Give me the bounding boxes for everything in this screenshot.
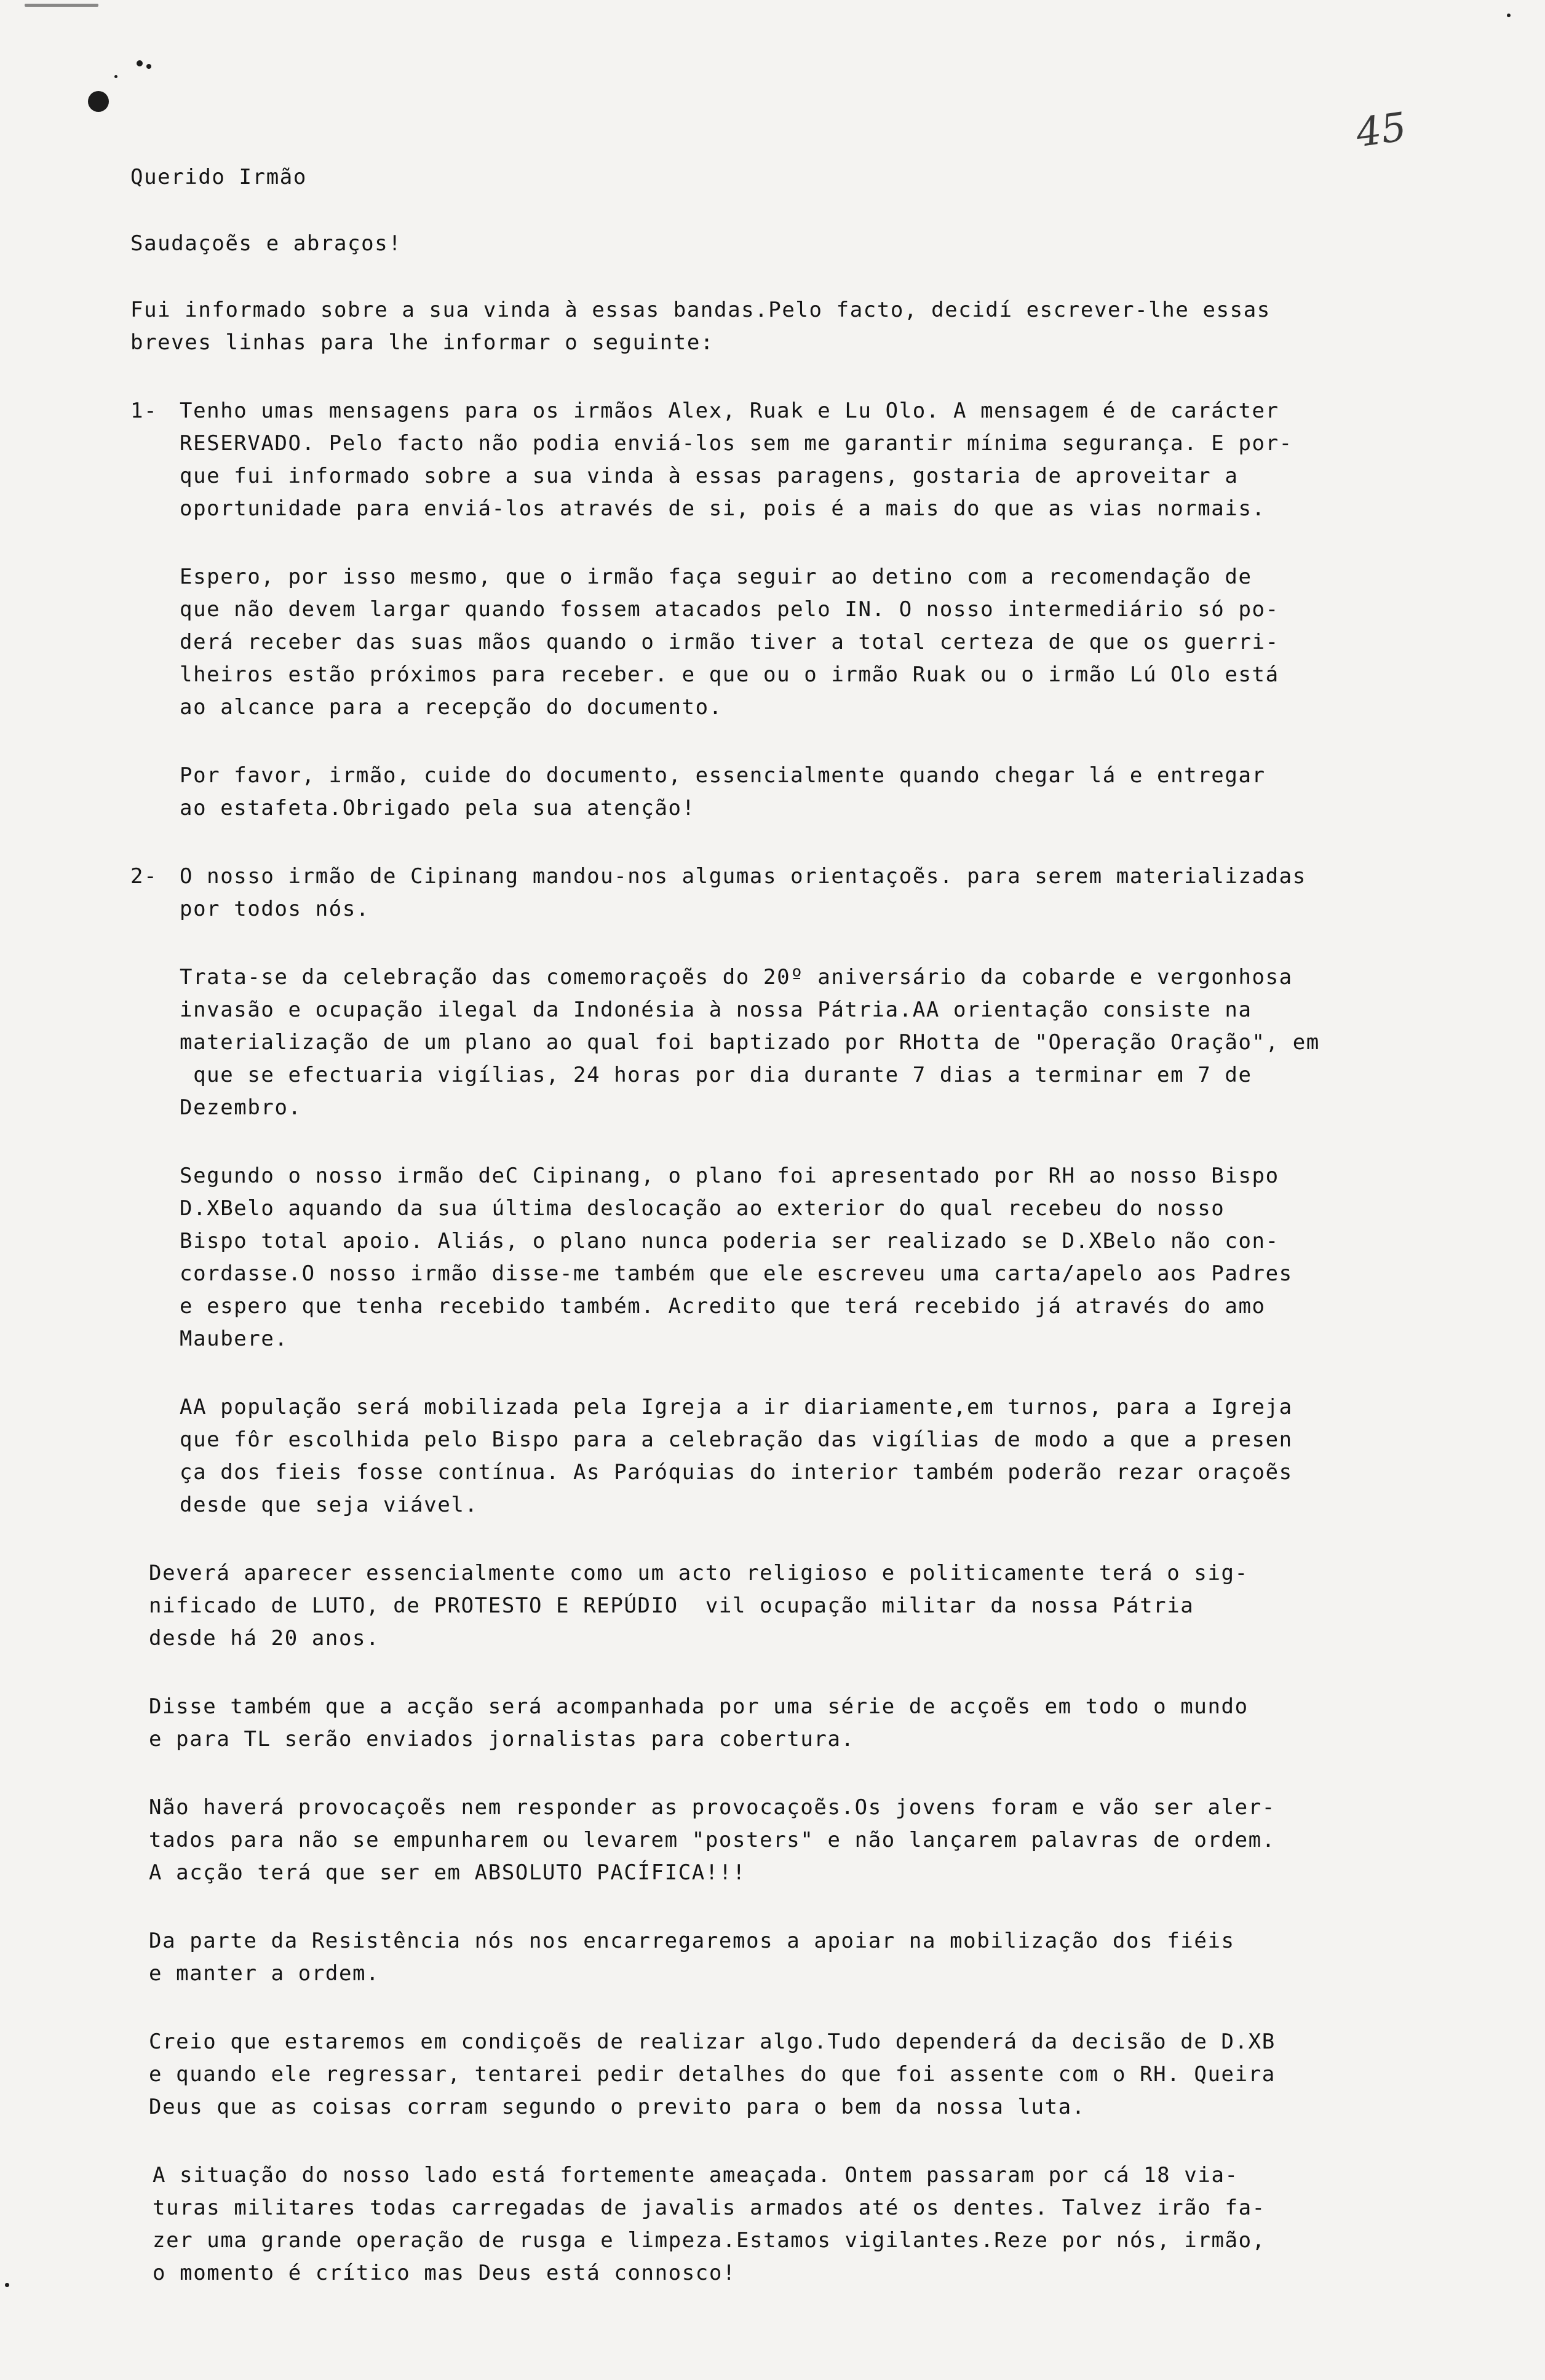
text-line: por todos nós. bbox=[180, 897, 370, 921]
text-line: AA população será mobilizada pela Igreja a ir diariamente,em turnos, para a Igreja bbox=[180, 1395, 1293, 1419]
text-line: lheiros estão próximos para receber. e que ou o irmão Ruak ou o irmão Lú Olo está bbox=[180, 662, 1279, 687]
item-2-paragraph-4 bbox=[130, 1391, 1434, 1521]
text-line: O nosso irmão de Cipinang mandou-nos algumas orientaçoẽs. para serem materializadas bbox=[180, 864, 1306, 889]
text-line: Da parte da Resistência nós nos encarregaremos a apoiar na mobilização dos fiéis bbox=[149, 1929, 1235, 1953]
text-line: Deverá aparecer essencialmente como um acto religioso e politicamente terá o sig- bbox=[149, 1561, 1249, 1585]
text-line: D.XBelo aquando da sua última deslocação ao exterior do qual recebeu do nosso bbox=[180, 1196, 1225, 1221]
text-line: ao estafeta.Obrigado pela sua atenção! bbox=[180, 796, 696, 820]
text-line: Fui informado sobre a sua vinda à essas bandas.Pelo facto, decidí escrever-lhe essas bbox=[130, 298, 1271, 322]
text-line: Creio que estaremos em condiçoẽs de realizar algo.Tudo dependerá da decisão de D.XB bbox=[149, 2029, 1276, 2054]
text-line: ça dos fieis fosse contínua. As Paróquias do interior também poderão rezar oraçoẽs bbox=[180, 1460, 1293, 1485]
letter-body bbox=[130, 161, 1434, 2290]
text-line: zer uma grande operação de rusga e limpeza.Estamos vigilantes.Reze por nós, irmão, bbox=[153, 2228, 1266, 2253]
text-line: A situação do nosso lado está fortemente ameaçada. Ontem passaram por cá 18 via- bbox=[153, 2163, 1239, 2188]
text-line: Dezembro. bbox=[180, 1095, 302, 1120]
text-line: Disse também que a acção será acompanhada por uma série de acçoẽs em todo o mundo bbox=[149, 1694, 1249, 1719]
intro-paragraph bbox=[130, 294, 1434, 359]
item-1-marker: 1- bbox=[130, 399, 158, 423]
paragraph-resistencia bbox=[130, 1925, 1434, 1990]
paragraph-provocacoes bbox=[130, 1791, 1434, 1889]
text-line: turas militares todas carregadas de javalis armados até os dentes. Talvez irão fa- bbox=[153, 2196, 1266, 2220]
text-line: Maubere. bbox=[180, 1327, 288, 1351]
text-line: A acção terá que ser em ABSOLUTO PACÍFICA!!! bbox=[149, 1860, 747, 1885]
text-line: que fui informado sobre a sua vinda à essas paragens, gostaria de aproveitar a bbox=[180, 464, 1239, 488]
text-line: ao alcance para a recepção do documento. bbox=[180, 695, 723, 720]
text-line: Tenho umas mensagens para os irmãos Alex, Ruak e Lu Olo. A mensagem é de carácter bbox=[180, 399, 1279, 423]
item-2-paragraph-2 bbox=[130, 961, 1434, 1124]
text-line: o momento é crítico mas Deus está connosco! bbox=[153, 2261, 736, 2285]
paragraph-creio bbox=[130, 2026, 1434, 2124]
text-line: e para TL serão enviados jornalistas para cobertura. bbox=[149, 1727, 855, 1751]
text-line: Trata-se da celebração das comemoraçoẽs do 20º aniversário da cobarde e vergonhosa bbox=[180, 965, 1293, 990]
text-line: oportunidade para enviá-los através de si, pois é a mais do que as vias normais. bbox=[180, 496, 1266, 521]
item-1 bbox=[130, 395, 1434, 525]
item-2-marker: 2- bbox=[130, 864, 158, 889]
text-line: nificado de LUTO, de PROTESTO E REPÚDIO vil ocupação militar da nossa Pátria bbox=[149, 1593, 1194, 1618]
text-line: que fôr escolhida pelo Bispo para a celebração das vigílias de modo a que a presen bbox=[180, 1427, 1293, 1452]
text-line: Não haverá provocaçoẽs nem responder as provocaçoẽs.Os jovens foram e vão ser aler- bbox=[149, 1795, 1276, 1820]
text-line: e espero que tenha recebido também. Acredito que terá recebido já através do amo bbox=[180, 1294, 1266, 1319]
text-line: tados para não se empunharem ou levarem "posters" e não lançarem palavras de ordem. bbox=[149, 1828, 1276, 1852]
text-line: materialização de um plano ao qual foi baptizado por RHotta de "Operação Oração", em bbox=[180, 1030, 1320, 1055]
text-line: e quando ele regressar, tentarei pedir detalhes do que foi assente com o RH. Queira bbox=[149, 2062, 1276, 2087]
item-1-paragraph-3 bbox=[130, 760, 1434, 825]
paragraph-situacao bbox=[130, 2159, 1434, 2290]
text-line: invasão e ocupação ilegal da Indonésia à nossa Pátria.AA orientação consiste na bbox=[180, 998, 1252, 1022]
text-line: cordasse.O nosso irmão disse-me também que ele escreveu uma carta/apelo aos Padres bbox=[180, 1261, 1293, 1286]
text-line: que não devem largar quando fossem atacados pelo IN. O nosso intermediário só po- bbox=[180, 597, 1279, 622]
greeting: Saudaçoẽs e abraços! bbox=[130, 231, 402, 256]
item-1-paragraph-2 bbox=[130, 561, 1434, 724]
text-line: derá receber das suas mãos quando o irmão tiver a total certeza de que os guerri- bbox=[180, 630, 1279, 654]
text-line: RESERVADO. Pelo facto não podia enviá-los sem me garantir mínima segurança. E por- bbox=[180, 431, 1293, 456]
text-line: e manter a ordem. bbox=[149, 1961, 380, 1986]
text-line: Segundo o nosso irmão deC Cipinang, o plano foi apresentado por RH ao nosso Bispo bbox=[180, 1164, 1279, 1188]
item-2 bbox=[130, 860, 1434, 926]
text-line: Bispo total apoio. Aliás, o plano nunca poderia ser realizado se D.XBelo não con- bbox=[180, 1229, 1279, 1253]
paragraph-luto bbox=[130, 1557, 1434, 1655]
text-line: desde há 20 anos. bbox=[149, 1626, 380, 1651]
text-line: Deus que as coisas corram segundo o previto para o bem da nossa luta. bbox=[149, 2095, 1086, 2119]
item-2-paragraph-3 bbox=[130, 1160, 1434, 1355]
text-line: desde que seja viável. bbox=[180, 1493, 479, 1517]
text-line: Espero, por isso mesmo, que o irmão faça seguir ao detino com a recomendação de bbox=[180, 565, 1252, 589]
paragraph-accao bbox=[130, 1691, 1434, 1756]
handwritten-page-number: 45 bbox=[1353, 104, 1410, 157]
text-line: que se efectuaria vigílias, 24 horas por dia durante 7 dias a terminar em 7 de bbox=[180, 1063, 1252, 1087]
salutation: Querido Irmão bbox=[130, 165, 307, 189]
text-line: Por favor, irmão, cuide do documento, essencialmente quando chegar lá e entregar bbox=[180, 763, 1266, 788]
text-line: breves linhas para lhe informar o seguinte: bbox=[130, 330, 714, 355]
